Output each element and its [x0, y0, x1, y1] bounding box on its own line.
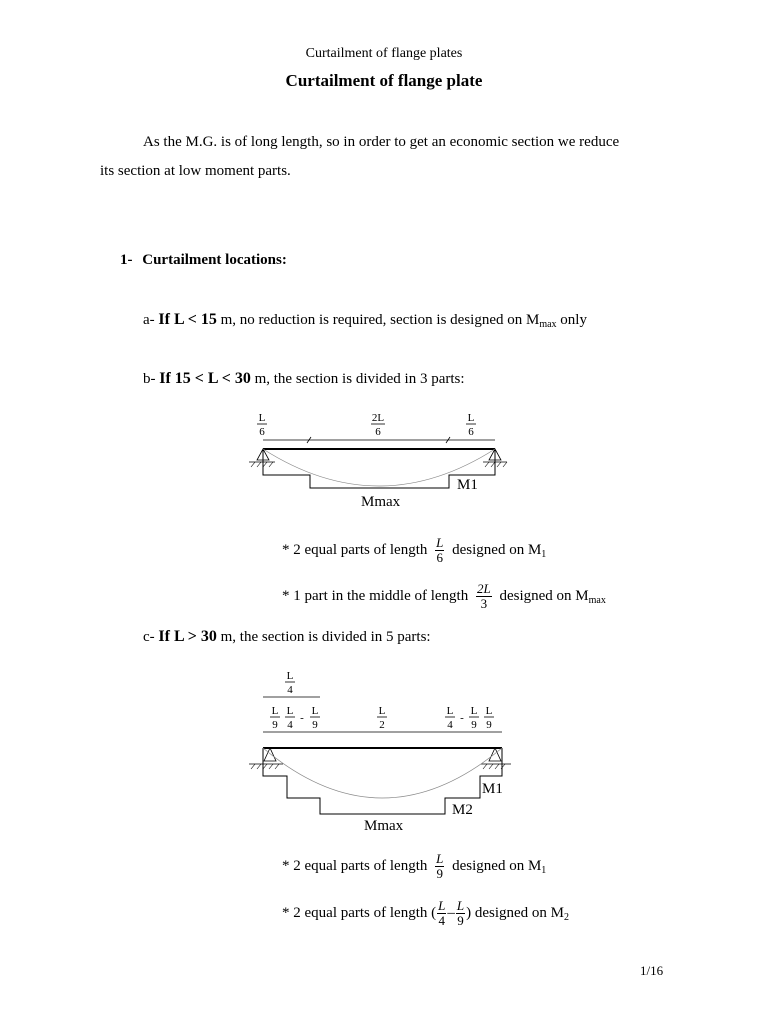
case-b-bullet-2 — [282, 580, 606, 617]
dim-b-3-num: L — [467, 412, 475, 424]
dim-c-top-den: 4 — [287, 684, 293, 696]
frac-den: 3 — [480, 596, 488, 612]
bullet-c1-lead: * 2 equal parts of length — [282, 858, 428, 874]
case-c-prefix: c- — [143, 629, 155, 645]
dim-c-1-num: L — [286, 705, 294, 717]
diagram-c-mmax-label: Mmax — [364, 818, 404, 834]
bullet-c1-fraction — [435, 852, 444, 881]
dim-c-1-den: 4 — [287, 719, 293, 731]
bullet-b2-sub: max — [588, 595, 606, 606]
bullet-b2-lead: * 1 part in the middle of length — [282, 588, 469, 604]
case-c-bullet-2 — [282, 897, 569, 934]
intro-line-2: its section at low moment parts. — [100, 163, 291, 179]
dim-c-0-den: 9 — [272, 719, 278, 731]
dim-c-0-num: L — [271, 705, 279, 717]
dim-c-3-num: L — [311, 705, 319, 717]
bullet-c2-fraction-2 — [456, 899, 465, 928]
intro-line-1: As the M.G. is of long length, so in order to get an economic section we reduce — [143, 134, 620, 150]
case-c-condition: If L > 30 — [158, 628, 217, 645]
dim-b-2-den: 6 — [375, 426, 381, 438]
bullet-b1-fraction — [435, 536, 444, 565]
bullet-c2-minus: – — [447, 905, 455, 921]
bullet-c1-mid: designed on M — [452, 858, 542, 874]
case-b-prefix: b- — [143, 371, 156, 387]
dim-c-5-num: L — [446, 705, 454, 717]
page-title: Curtailment of flange plate — [285, 71, 483, 90]
section-heading — [120, 252, 287, 269]
diagram-b-mmax-label: Mmax — [361, 494, 401, 510]
diagram-five-parts — [245, 668, 525, 838]
dim-c-2-minus: - — [300, 712, 304, 724]
case-c — [143, 628, 431, 646]
bullet-c2-close: ) — [466, 905, 472, 921]
dim-b-1-den: 6 — [259, 426, 265, 438]
case-c-text: m, the section is divided in 5 parts: — [216, 629, 431, 645]
case-a-prefix: a- — [143, 312, 155, 328]
case-a-subscript: max — [539, 319, 557, 330]
bullet-b1-sub: 1 — [541, 549, 547, 560]
frac-num: 2L — [476, 581, 491, 597]
dim-c-6-minus: - — [460, 712, 464, 724]
dim-c-8-num: L — [485, 705, 493, 717]
page-number: 1/16 — [640, 963, 664, 978]
bullet-c2-lead: * 2 equal parts of length — [282, 905, 428, 921]
dim-b-1-num: L — [258, 412, 266, 424]
case-c-bullet-1 — [282, 850, 546, 887]
bullet-c2-fraction-1 — [437, 899, 446, 928]
running-header: Curtailment of flange plates — [305, 46, 463, 61]
frac-den: 9 — [457, 913, 464, 929]
diagram-three-parts — [245, 405, 525, 515]
dim-c-top-num: L — [286, 670, 294, 682]
section-number: 1- — [120, 252, 133, 268]
frac-num: L — [456, 898, 465, 914]
case-a-condition: If L < 15 — [158, 311, 217, 328]
frac-den: 4 — [438, 913, 445, 929]
bullet-c1-sub: 1 — [541, 865, 547, 876]
case-b-text: m, the section is divided in 3 parts: — [250, 371, 465, 387]
dim-c-5-den: 4 — [447, 719, 453, 731]
frac-num: L — [436, 851, 444, 867]
bullet-b1-lead: * 2 equal parts of length — [282, 542, 428, 558]
case-b-bullet-1 — [282, 534, 546, 571]
frac-den: 9 — [436, 866, 443, 882]
frac-den: 6 — [436, 550, 443, 566]
dim-b-2-num: 2L — [371, 412, 385, 424]
case-b — [143, 370, 465, 388]
dim-c-4-num: L — [378, 705, 386, 717]
dim-c-7-den: 9 — [471, 719, 477, 731]
bullet-c2-sub: 2 — [564, 912, 570, 923]
dim-c-4-den: 2 — [379, 719, 385, 731]
case-a-text: m, no reduction is required, section is designed on M — [216, 312, 540, 328]
frac-num: L — [436, 535, 444, 551]
dim-c-3-den: 9 — [312, 719, 318, 731]
diagram-b-m1-label: M1 — [457, 477, 478, 493]
case-a-suffix: only — [556, 312, 587, 328]
bullet-c2-mid: designed on M — [474, 905, 565, 921]
bullet-b1-mid: designed on M — [452, 542, 542, 558]
section-title: Curtailment locations: — [142, 252, 287, 268]
dim-b-3-den: 6 — [468, 426, 474, 438]
case-a — [143, 311, 587, 330]
bullet-c2-open: ( — [431, 905, 437, 921]
diagram-c-m2-label: M2 — [452, 802, 473, 818]
bullet-b2-mid: designed on M — [499, 588, 589, 604]
dim-c-7-num: L — [470, 705, 478, 717]
case-b-condition: If 15 < L < 30 — [159, 370, 251, 387]
diagram-c-m1-label: M1 — [482, 781, 503, 797]
frac-num: L — [438, 898, 446, 914]
bullet-b2-fraction — [476, 582, 492, 611]
dim-c-8-den: 9 — [486, 719, 492, 731]
